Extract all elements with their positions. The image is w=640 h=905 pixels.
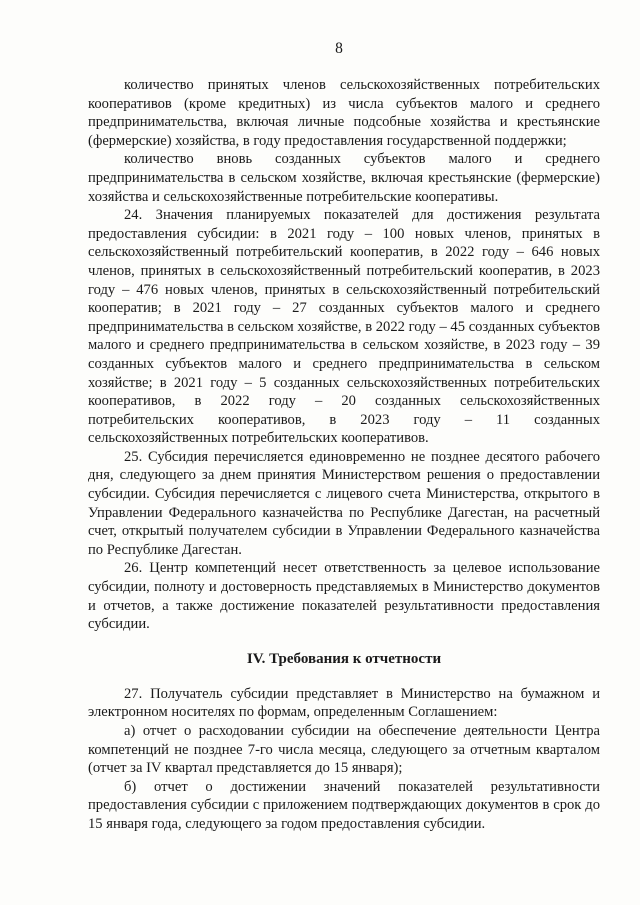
paragraph-new-entities-count: количество вновь созданных субъектов малого и среднего предпринимательства в сельском хозяйстве, включая крестьянские (фермерские) хозяйства и сельскохозяйственные потребительские кооперативы.: [88, 151, 600, 205]
paragraph-27a-expense-report: а) отчет о расходовании субсидии на обеспечение деятельности Центра компетенций не позднее 7-го числа месяца, следующего за отчетным кварталом (отчет за IV квартал представляется до 15 января);: [88, 723, 600, 777]
paragraph-members-count: количество принятых членов сельскохозяйственных потребительских кооперативов (кроме кредитных) из числа субъектов малого и среднего предпринимательства, включая личные подсобные хозяйства и крестьянские (фермерские) хозяйства, в году предоставления государственной поддержки;: [88, 77, 600, 149]
paragraph-26-responsibility: 26. Центр компетенций несет ответственность за целевое использование субсидии, полноту и достоверность представляемых в Министерство документов и отчетов, а также достижение показателей результативности предоставления субсидии.: [88, 560, 600, 633]
paragraph-27b-indicator-report: б) отчет о достижении значений показателей результативности предоставления субсидии с приложением подтверждающих документов в срок до 15 января года, следующего за годом предоставления субсидии.: [88, 778, 600, 832]
paragraph-24-planned-indicators: 24. Значения планируемых показателей для достижения результата предоставления субсидии: в 2021 году – 100 новых членов, принятых в сельскохозяйственный потребительский кооператив, в 2022 году – 646 новых членов, принятых в сельскохозяйственный потребительский кооператив, в 2023 году – 476 новых членов, принятых в сельскохозяйственный потребительский кооператив; в 2021 году – 27 созданных субъектов малого и среднего предпринимательства в сельском хозяйстве, в 2022 году – 45 созданных субъектов малого и среднего предпринимательства в сельском хозяйстве, в 2023 году – 39 созданных субъектов малого и среднего предпринимательства в сельском хозяйстве; в 2021 году – 5 созданных сельскохозяйственных потребительских кооперативов, в 2022 году – 20 созданных сельскохозяйственных потребительских кооперативов, в 2023 году – 11 созданных сельскохозяйственных потребительских кооперативов.: [88, 207, 600, 447]
section-heading-reporting: IV. Требования к отчетности: [246, 650, 442, 667]
paragraph-27-reports: 27. Получатель субсидии представляет в Министерство на бумажном и электронном носителях по формам, определенным Соглашением:: [88, 685, 600, 721]
page-number: 8: [335, 40, 343, 57]
document-body: [88, 76, 600, 834]
paragraph-25-subsidy-transfer: 25. Субсидия перечисляется единовременно не позднее десятого рабочего дня, следующего за днем принятия Министерством решения о предоставлении субсидии. Субсидия перечисляется с лицевого счета Министерства, открытого в Управлении Федерального казначейства по Республике Дагестан, на расчетный счет, открытый получателем субсидии в Управлении Федерального казначейства по Республике Дагестан.: [88, 448, 600, 558]
